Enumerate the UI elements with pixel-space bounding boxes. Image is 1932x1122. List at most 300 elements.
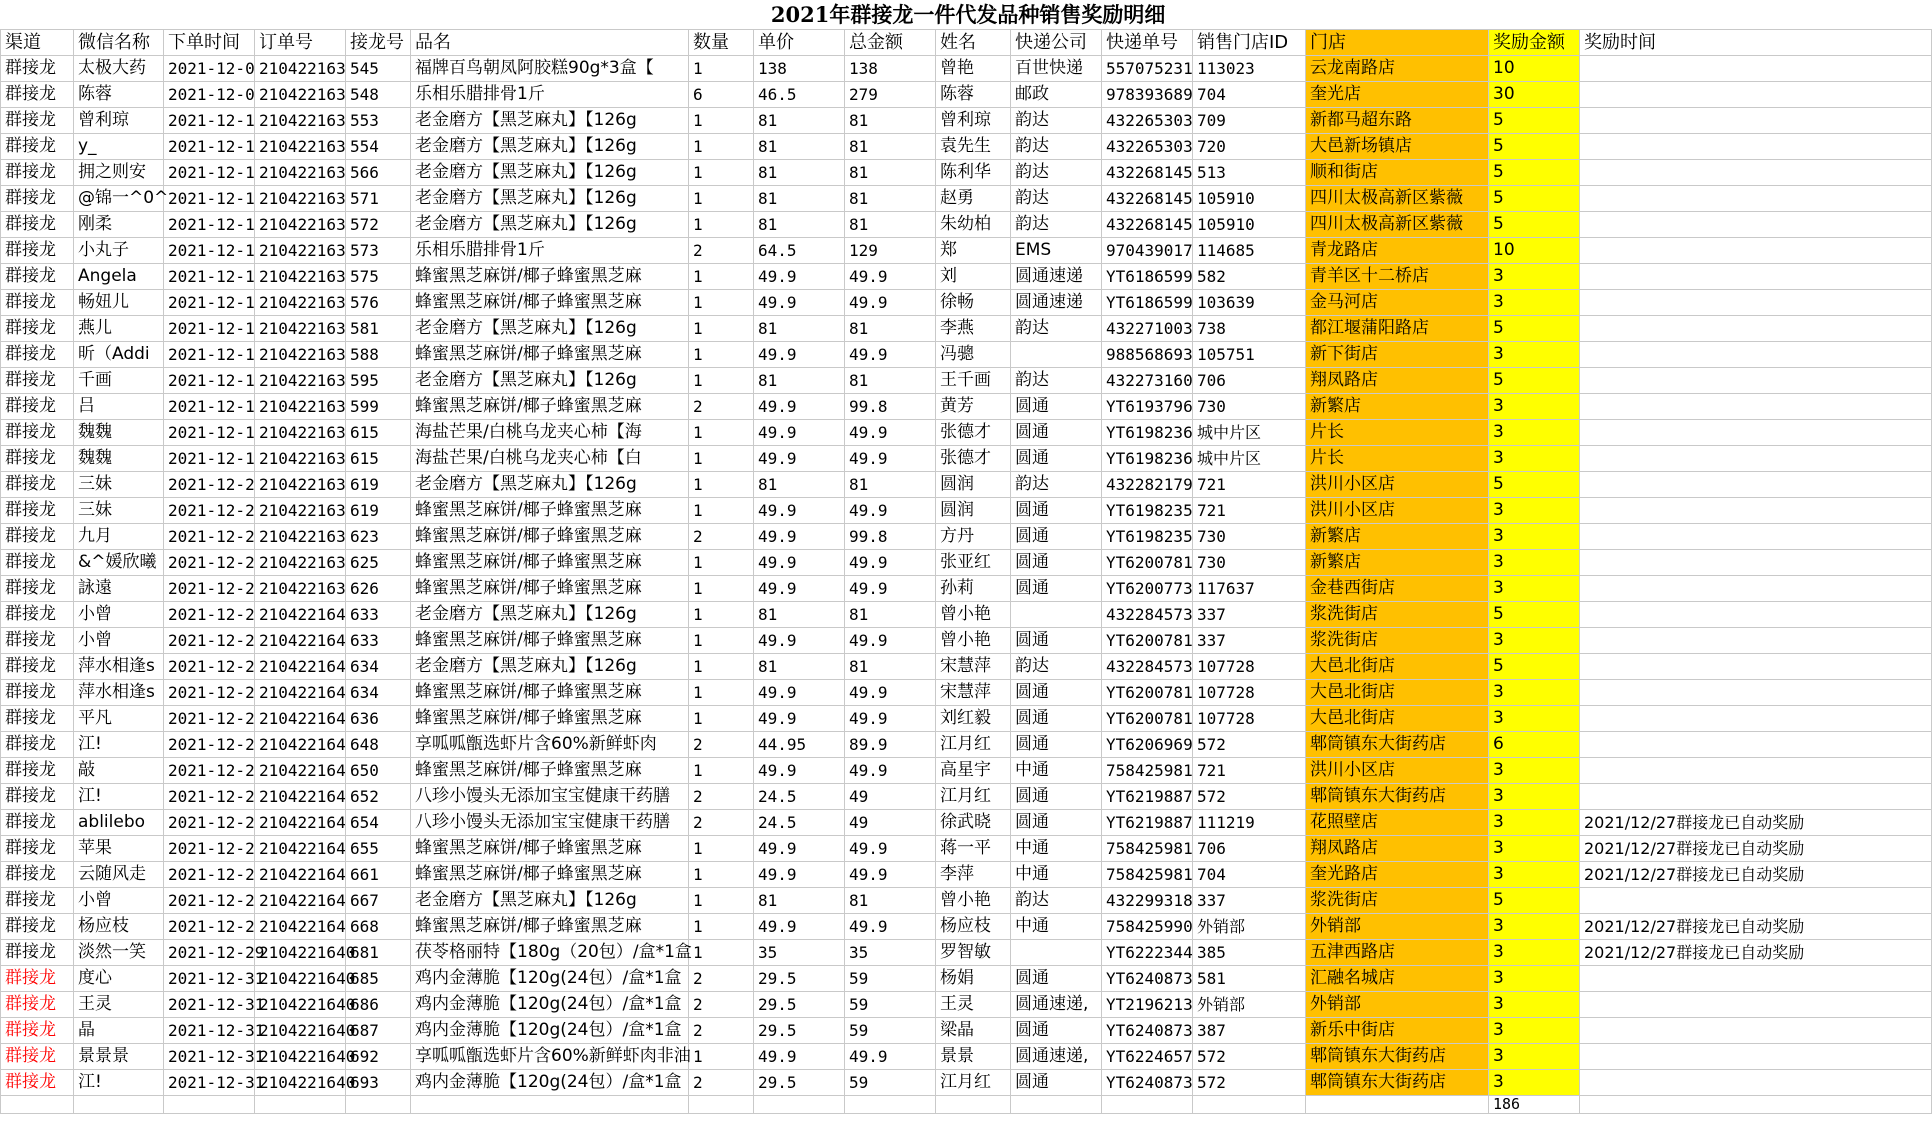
- cell-wechat[interactable]: 小丸子: [74, 238, 164, 264]
- cell-name[interactable]: 江月红: [936, 1070, 1011, 1096]
- cell-reward[interactable]: 5: [1489, 160, 1580, 186]
- cell-time[interactable]: 2021-12-31: [164, 1044, 255, 1070]
- cell-express[interactable]: 韵达: [1011, 368, 1102, 394]
- cell-reward-time[interactable]: [1580, 160, 1932, 186]
- cell-product[interactable]: 蜂蜜黑芝麻饼/椰子蜂蜜黑芝麻: [411, 498, 689, 524]
- cell-express[interactable]: 韵达: [1011, 186, 1102, 212]
- cell-price[interactable]: 49.9: [754, 420, 845, 446]
- cell-qty[interactable]: 1: [689, 862, 754, 888]
- cell-store[interactable]: 浆洗街店: [1306, 602, 1489, 628]
- cell-price[interactable]: 49.9: [754, 836, 845, 862]
- cell-price[interactable]: 49.9: [754, 498, 845, 524]
- cell-product[interactable]: 海盐芒果/白桃乌龙夹心柿【白: [411, 446, 689, 472]
- cell-wechat[interactable]: ablilebo: [74, 810, 164, 836]
- cell-tracking[interactable]: YT6200781: [1102, 628, 1193, 654]
- cell-price[interactable]: 81: [754, 472, 845, 498]
- cell-seq[interactable]: 661: [346, 862, 411, 888]
- cell-qty[interactable]: 2: [689, 1018, 754, 1044]
- cell-store[interactable]: 四川太极高新区紫薇: [1306, 186, 1489, 212]
- cell-reward[interactable]: 5: [1489, 316, 1580, 342]
- empty-cell[interactable]: [845, 1096, 936, 1114]
- cell-time[interactable]: 2021-12-1: [164, 394, 255, 420]
- cell-name[interactable]: 徐武晓: [936, 810, 1011, 836]
- cell-express[interactable]: 圆通速递: [1011, 290, 1102, 316]
- cell-qty[interactable]: 1: [689, 602, 754, 628]
- cell-reward-time[interactable]: 2021/12/27群接龙已自动奖励: [1580, 862, 1932, 888]
- cell-order[interactable]: 210422163: [255, 446, 346, 472]
- cell-express[interactable]: 韵达: [1011, 134, 1102, 160]
- cell-channel[interactable]: 群接龙: [1, 134, 74, 160]
- cell-price[interactable]: 81: [754, 888, 845, 914]
- cell-name[interactable]: 曾小艳: [936, 888, 1011, 914]
- cell-store-id[interactable]: 385: [1193, 940, 1306, 966]
- cell-reward-time[interactable]: [1580, 680, 1932, 706]
- cell-express[interactable]: 圆通速递,: [1011, 1044, 1102, 1070]
- cell-seq[interactable]: 572: [346, 212, 411, 238]
- cell-store[interactable]: 奎光店: [1306, 82, 1489, 108]
- cell-name[interactable]: 黄芳: [936, 394, 1011, 420]
- cell-order[interactable]: 210422164: [255, 836, 346, 862]
- cell-seq[interactable]: 575: [346, 264, 411, 290]
- cell-order[interactable]: 210422163: [255, 524, 346, 550]
- cell-product[interactable]: 老金磨方【黑芝麻丸】【126g: [411, 186, 689, 212]
- cell-order[interactable]: 210422163: [255, 316, 346, 342]
- cell-time[interactable]: 2021-12-31: [164, 1018, 255, 1044]
- cell-reward[interactable]: 3: [1489, 420, 1580, 446]
- cell-express[interactable]: EMS: [1011, 238, 1102, 264]
- cell-product[interactable]: 鸡内金薄脆【120g(24包）/盒*1盒: [411, 1070, 689, 1096]
- cell-channel[interactable]: 群接龙: [1, 290, 74, 316]
- cell-order[interactable]: 210422163: [255, 82, 346, 108]
- cell-total[interactable]: 59: [845, 992, 936, 1018]
- cell-tracking[interactable]: 432265303: [1102, 134, 1193, 160]
- cell-store[interactable]: 新下街店: [1306, 342, 1489, 368]
- cell-total[interactable]: 49: [845, 810, 936, 836]
- cell-tracking[interactable]: YT6240873: [1102, 1070, 1193, 1096]
- cell-express[interactable]: 圆通: [1011, 732, 1102, 758]
- cell-total[interactable]: 49.9: [845, 680, 936, 706]
- cell-order[interactable]: 210422164: [255, 758, 346, 784]
- cell-store[interactable]: 洪川小区店: [1306, 498, 1489, 524]
- cell-price[interactable]: 81: [754, 368, 845, 394]
- cell-store[interactable]: 五津西路店: [1306, 940, 1489, 966]
- cell-tracking[interactable]: YT6240873: [1102, 966, 1193, 992]
- cell-name[interactable]: 刘红毅: [936, 706, 1011, 732]
- cell-price[interactable]: 81: [754, 316, 845, 342]
- cell-order[interactable]: 210422163: [255, 576, 346, 602]
- cell-name[interactable]: 曾利琼: [936, 108, 1011, 134]
- cell-reward[interactable]: 10: [1489, 56, 1580, 82]
- cell-price[interactable]: 35: [754, 940, 845, 966]
- cell-price[interactable]: 49.9: [754, 290, 845, 316]
- cell-express[interactable]: 圆通: [1011, 784, 1102, 810]
- cell-store-id[interactable]: 572: [1193, 784, 1306, 810]
- cell-tracking[interactable]: YT6198235: [1102, 524, 1193, 550]
- cell-channel[interactable]: 群接龙: [1, 732, 74, 758]
- cell-product[interactable]: 蜂蜜黑芝麻饼/椰子蜂蜜黑芝麻: [411, 550, 689, 576]
- cell-reward-time[interactable]: [1580, 186, 1932, 212]
- cell-total[interactable]: 99.8: [845, 394, 936, 420]
- cell-qty[interactable]: 2: [689, 992, 754, 1018]
- cell-store-id[interactable]: 387: [1193, 1018, 1306, 1044]
- cell-seq[interactable]: 686: [346, 992, 411, 1018]
- cell-store-id[interactable]: 114685: [1193, 238, 1306, 264]
- header-reward[interactable]: 奖励金额: [1489, 30, 1580, 56]
- cell-seq[interactable]: 667: [346, 888, 411, 914]
- cell-time[interactable]: 2021-12-1: [164, 238, 255, 264]
- cell-product[interactable]: 享呱呱甑选虾片含60%新鲜虾肉非油: [411, 1044, 689, 1070]
- cell-order[interactable]: 210422164: [255, 706, 346, 732]
- cell-product[interactable]: 老金磨方【黑芝麻丸】【126g: [411, 654, 689, 680]
- cell-store[interactable]: 片长: [1306, 446, 1489, 472]
- cell-total[interactable]: 81: [845, 108, 936, 134]
- cell-store-id[interactable]: 730: [1193, 394, 1306, 420]
- header-channel[interactable]: 渠道: [1, 30, 74, 56]
- cell-qty[interactable]: 1: [689, 888, 754, 914]
- cell-wechat[interactable]: 小曾: [74, 602, 164, 628]
- cell-reward-time[interactable]: [1580, 706, 1932, 732]
- cell-express[interactable]: 圆通: [1011, 966, 1102, 992]
- cell-qty[interactable]: 2: [689, 784, 754, 810]
- cell-qty[interactable]: 1: [689, 680, 754, 706]
- cell-total[interactable]: 81: [845, 602, 936, 628]
- cell-express[interactable]: 圆通: [1011, 706, 1102, 732]
- cell-qty[interactable]: 1: [689, 576, 754, 602]
- cell-price[interactable]: 24.5: [754, 784, 845, 810]
- cell-price[interactable]: 64.5: [754, 238, 845, 264]
- cell-total[interactable]: 49.9: [845, 836, 936, 862]
- cell-reward[interactable]: 3: [1489, 784, 1580, 810]
- cell-name[interactable]: 宋慧萍: [936, 680, 1011, 706]
- cell-express[interactable]: 邮政: [1011, 82, 1102, 108]
- cell-total[interactable]: 81: [845, 160, 936, 186]
- cell-wechat[interactable]: 景景景: [74, 1044, 164, 1070]
- cell-channel[interactable]: 群接龙: [1, 316, 74, 342]
- header-total[interactable]: 总金额: [845, 30, 936, 56]
- cell-store[interactable]: 翔凤路店: [1306, 836, 1489, 862]
- cell-reward-time[interactable]: [1580, 342, 1932, 368]
- cell-price[interactable]: 49.9: [754, 264, 845, 290]
- cell-time[interactable]: 2021-12-2: [164, 498, 255, 524]
- cell-order[interactable]: 210422163: [255, 56, 346, 82]
- cell-reward-time[interactable]: 2021/12/27群接龙已自动奖励: [1580, 836, 1932, 862]
- cell-store-id[interactable]: 337: [1193, 888, 1306, 914]
- cell-product[interactable]: 蜂蜜黑芝麻饼/椰子蜂蜜黑芝麻: [411, 342, 689, 368]
- cell-order[interactable]: 210422163: [255, 290, 346, 316]
- cell-store[interactable]: 大邑北街店: [1306, 706, 1489, 732]
- cell-store-id[interactable]: 城中片区: [1193, 446, 1306, 472]
- cell-channel[interactable]: 群接龙: [1, 1044, 74, 1070]
- cell-total[interactable]: 49.9: [845, 1044, 936, 1070]
- cell-tracking[interactable]: YT6186599: [1102, 264, 1193, 290]
- cell-tracking[interactable]: 432282179: [1102, 472, 1193, 498]
- cell-reward[interactable]: 6: [1489, 732, 1580, 758]
- cell-reward[interactable]: 5: [1489, 472, 1580, 498]
- cell-total[interactable]: 59: [845, 1070, 936, 1096]
- cell-reward-time[interactable]: 2021/12/27群接龙已自动奖励: [1580, 914, 1932, 940]
- cell-express[interactable]: [1011, 940, 1102, 966]
- cell-channel[interactable]: 群接龙: [1, 992, 74, 1018]
- cell-order[interactable]: 2104221640: [255, 1044, 346, 1070]
- cell-order[interactable]: 210422164: [255, 654, 346, 680]
- cell-store[interactable]: 四川太极高新区紫薇: [1306, 212, 1489, 238]
- cell-reward[interactable]: 3: [1489, 680, 1580, 706]
- cell-price[interactable]: 81: [754, 160, 845, 186]
- cell-seq[interactable]: 545: [346, 56, 411, 82]
- cell-wechat[interactable]: 杨应枝: [74, 914, 164, 940]
- cell-wechat[interactable]: 太极大药: [74, 56, 164, 82]
- cell-name[interactable]: 张德才: [936, 420, 1011, 446]
- empty-cell[interactable]: [1193, 1096, 1306, 1114]
- cell-seq[interactable]: 573: [346, 238, 411, 264]
- cell-order[interactable]: 210422164: [255, 862, 346, 888]
- cell-seq[interactable]: 634: [346, 680, 411, 706]
- cell-price[interactable]: 81: [754, 654, 845, 680]
- cell-qty[interactable]: 2: [689, 394, 754, 420]
- cell-tracking[interactable]: YT6198236: [1102, 446, 1193, 472]
- cell-total[interactable]: 49.9: [845, 446, 936, 472]
- cell-channel[interactable]: 群接龙: [1, 628, 74, 654]
- cell-order[interactable]: 210422164: [255, 810, 346, 836]
- cell-time[interactable]: 2021-12-31: [164, 966, 255, 992]
- cell-express[interactable]: [1011, 602, 1102, 628]
- cell-reward-time[interactable]: [1580, 784, 1932, 810]
- cell-product[interactable]: 蜂蜜黑芝麻饼/椰子蜂蜜黑芝麻: [411, 576, 689, 602]
- cell-wechat[interactable]: 昕（Addi: [74, 342, 164, 368]
- cell-wechat[interactable]: 燕儿: [74, 316, 164, 342]
- cell-store-id[interactable]: 105910: [1193, 186, 1306, 212]
- cell-product[interactable]: 蜂蜜黑芝麻饼/椰子蜂蜜黑芝麻: [411, 862, 689, 888]
- cell-store-id[interactable]: 城中片区: [1193, 420, 1306, 446]
- cell-reward-time[interactable]: [1580, 550, 1932, 576]
- cell-product[interactable]: 茯苓格丽特【180g（20包）/盒*1盒: [411, 940, 689, 966]
- empty-cell[interactable]: [164, 1096, 255, 1114]
- cell-time[interactable]: 2021-12-2: [164, 706, 255, 732]
- cell-express[interactable]: 圆通: [1011, 680, 1102, 706]
- cell-wechat[interactable]: 千画: [74, 368, 164, 394]
- cell-name[interactable]: 李萍: [936, 862, 1011, 888]
- cell-store-id[interactable]: 581: [1193, 966, 1306, 992]
- cell-store[interactable]: 新繁店: [1306, 524, 1489, 550]
- cell-reward-time[interactable]: [1580, 238, 1932, 264]
- header-tracking[interactable]: 快递单号: [1102, 30, 1193, 56]
- cell-store[interactable]: 片长: [1306, 420, 1489, 446]
- cell-reward[interactable]: 5: [1489, 654, 1580, 680]
- cell-order[interactable]: 210422163: [255, 394, 346, 420]
- cell-express[interactable]: 韵达: [1011, 212, 1102, 238]
- cell-reward[interactable]: 3: [1489, 706, 1580, 732]
- cell-reward-time[interactable]: [1580, 654, 1932, 680]
- cell-channel[interactable]: 群接龙: [1, 472, 74, 498]
- cell-express[interactable]: 韵达: [1011, 654, 1102, 680]
- cell-time[interactable]: 2021-12-2: [164, 836, 255, 862]
- cell-reward-time[interactable]: [1580, 212, 1932, 238]
- empty-cell[interactable]: [346, 1096, 411, 1114]
- cell-express[interactable]: 圆通速递,: [1011, 992, 1102, 1018]
- cell-reward-time[interactable]: [1580, 1018, 1932, 1044]
- cell-qty[interactable]: 1: [689, 654, 754, 680]
- cell-qty[interactable]: 1: [689, 446, 754, 472]
- cell-wechat[interactable]: 江!: [74, 1070, 164, 1096]
- cell-price[interactable]: 49.9: [754, 628, 845, 654]
- cell-reward-time[interactable]: 2021/12/27群接龙已自动奖励: [1580, 940, 1932, 966]
- cell-qty[interactable]: 2: [689, 238, 754, 264]
- cell-tracking[interactable]: YT6200781: [1102, 706, 1193, 732]
- cell-store[interactable]: 云龙南路店: [1306, 56, 1489, 82]
- cell-channel[interactable]: 群接龙: [1, 602, 74, 628]
- cell-total[interactable]: 59: [845, 1018, 936, 1044]
- cell-channel[interactable]: 群接龙: [1, 212, 74, 238]
- cell-wechat[interactable]: 三妹: [74, 472, 164, 498]
- cell-reward[interactable]: 5: [1489, 888, 1580, 914]
- cell-reward-time[interactable]: [1580, 82, 1932, 108]
- cell-price[interactable]: 29.5: [754, 992, 845, 1018]
- cell-tracking[interactable]: 432284573: [1102, 602, 1193, 628]
- cell-qty[interactable]: 1: [689, 134, 754, 160]
- cell-seq[interactable]: 548: [346, 82, 411, 108]
- cell-channel[interactable]: 群接龙: [1, 368, 74, 394]
- cell-price[interactable]: 81: [754, 108, 845, 134]
- cell-store-id[interactable]: 337: [1193, 628, 1306, 654]
- cell-store[interactable]: 翔凤路店: [1306, 368, 1489, 394]
- cell-seq[interactable]: 633: [346, 628, 411, 654]
- cell-name[interactable]: 圆润: [936, 498, 1011, 524]
- cell-store-id[interactable]: 572: [1193, 1044, 1306, 1070]
- cell-store-id[interactable]: 111219: [1193, 810, 1306, 836]
- cell-wechat[interactable]: 萍水相逢s: [74, 654, 164, 680]
- cell-seq[interactable]: 615: [346, 446, 411, 472]
- cell-time[interactable]: 2021-12-0: [164, 56, 255, 82]
- cell-reward[interactable]: 3: [1489, 446, 1580, 472]
- cell-tracking[interactable]: YT6198236: [1102, 420, 1193, 446]
- cell-seq[interactable]: 623: [346, 524, 411, 550]
- cell-store-id[interactable]: 113023: [1193, 56, 1306, 82]
- cell-order[interactable]: 2104221640: [255, 1018, 346, 1044]
- cell-time[interactable]: 2021-12-2: [164, 550, 255, 576]
- cell-price[interactable]: 81: [754, 134, 845, 160]
- cell-express[interactable]: 圆通: [1011, 498, 1102, 524]
- cell-product[interactable]: 八珍小馒头无添加宝宝健康干药膳: [411, 810, 689, 836]
- cell-tracking[interactable]: YT2196213: [1102, 992, 1193, 1018]
- cell-qty[interactable]: 1: [689, 290, 754, 316]
- cell-channel[interactable]: 群接龙: [1, 498, 74, 524]
- cell-store-id[interactable]: 513: [1193, 160, 1306, 186]
- cell-wechat[interactable]: 魏魏: [74, 420, 164, 446]
- header-store-id[interactable]: 销售门店ID: [1193, 30, 1306, 56]
- cell-time[interactable]: 2021-12-1: [164, 186, 255, 212]
- cell-seq[interactable]: 626: [346, 576, 411, 602]
- cell-order[interactable]: 210422164: [255, 628, 346, 654]
- cell-product[interactable]: 老金磨方【黑芝麻丸】【126g: [411, 368, 689, 394]
- cell-product[interactable]: 蜂蜜黑芝麻饼/椰子蜂蜜黑芝麻: [411, 394, 689, 420]
- cell-channel[interactable]: 群接龙: [1, 836, 74, 862]
- cell-wechat[interactable]: 萍水相逢s: [74, 680, 164, 706]
- cell-order[interactable]: 2104221640: [255, 940, 346, 966]
- cell-total[interactable]: 49.9: [845, 264, 936, 290]
- cell-name[interactable]: 袁先生: [936, 134, 1011, 160]
- cell-store-id[interactable]: 721: [1193, 758, 1306, 784]
- cell-seq[interactable]: 648: [346, 732, 411, 758]
- cell-reward[interactable]: 3: [1489, 524, 1580, 550]
- cell-reward[interactable]: 3: [1489, 1018, 1580, 1044]
- cell-tracking[interactable]: 557075231: [1102, 56, 1193, 82]
- cell-price[interactable]: 81: [754, 212, 845, 238]
- cell-total[interactable]: 49.9: [845, 758, 936, 784]
- cell-tracking[interactable]: YT6222344: [1102, 940, 1193, 966]
- cell-store[interactable]: 青羊区十二桥店: [1306, 264, 1489, 290]
- cell-express[interactable]: 圆通: [1011, 1070, 1102, 1096]
- cell-order[interactable]: 210422163: [255, 550, 346, 576]
- cell-name[interactable]: 张德才: [936, 446, 1011, 472]
- cell-order[interactable]: 210422163: [255, 342, 346, 368]
- cell-express[interactable]: 圆通: [1011, 550, 1102, 576]
- cell-order[interactable]: 210422164: [255, 602, 346, 628]
- cell-store-id[interactable]: 721: [1193, 472, 1306, 498]
- cell-express[interactable]: 圆通: [1011, 446, 1102, 472]
- cell-store-id[interactable]: 105910: [1193, 212, 1306, 238]
- cell-reward[interactable]: 3: [1489, 1044, 1580, 1070]
- cell-store[interactable]: 外销部: [1306, 914, 1489, 940]
- cell-time[interactable]: 2021-12-1: [164, 446, 255, 472]
- cell-time[interactable]: 2021-12-31: [164, 992, 255, 1018]
- cell-store-id[interactable]: 外销部: [1193, 914, 1306, 940]
- cell-time[interactable]: 2021-12-1: [164, 420, 255, 446]
- cell-price[interactable]: 49.9: [754, 394, 845, 420]
- cell-total[interactable]: 49.9: [845, 550, 936, 576]
- cell-name[interactable]: 曾小艳: [936, 628, 1011, 654]
- cell-total[interactable]: 81: [845, 186, 936, 212]
- cell-tracking[interactable]: YT6219887: [1102, 784, 1193, 810]
- cell-total[interactable]: 35: [845, 940, 936, 966]
- cell-tracking[interactable]: 432268145: [1102, 186, 1193, 212]
- cell-seq[interactable]: 553: [346, 108, 411, 134]
- cell-tracking[interactable]: 432268145: [1102, 212, 1193, 238]
- cell-wechat[interactable]: @锦一^0^: [74, 186, 164, 212]
- cell-seq[interactable]: 681: [346, 940, 411, 966]
- cell-time[interactable]: 2021-12-2: [164, 888, 255, 914]
- cell-express[interactable]: 圆通速递: [1011, 264, 1102, 290]
- cell-store-id[interactable]: 107728: [1193, 654, 1306, 680]
- cell-tracking[interactable]: YT6186599: [1102, 290, 1193, 316]
- cell-channel[interactable]: 群接龙: [1, 1018, 74, 1044]
- cell-wechat[interactable]: 詠遠: [74, 576, 164, 602]
- cell-reward-time[interactable]: [1580, 264, 1932, 290]
- cell-express[interactable]: 中通: [1011, 862, 1102, 888]
- cell-wechat[interactable]: &^媛欣曦: [74, 550, 164, 576]
- cell-reward-time[interactable]: [1580, 56, 1932, 82]
- cell-store[interactable]: 大邑北街店: [1306, 680, 1489, 706]
- cell-price[interactable]: 49.9: [754, 550, 845, 576]
- cell-seq[interactable]: 615: [346, 420, 411, 446]
- cell-express[interactable]: 韵达: [1011, 472, 1102, 498]
- cell-product[interactable]: 蜂蜜黑芝麻饼/椰子蜂蜜黑芝麻: [411, 914, 689, 940]
- cell-name[interactable]: 曾小艳: [936, 602, 1011, 628]
- cell-qty[interactable]: 1: [689, 212, 754, 238]
- cell-wechat[interactable]: 陈蓉: [74, 82, 164, 108]
- cell-total[interactable]: 49.9: [845, 290, 936, 316]
- cell-reward[interactable]: 10: [1489, 238, 1580, 264]
- cell-seq[interactable]: 576: [346, 290, 411, 316]
- cell-reward[interactable]: 3: [1489, 264, 1580, 290]
- cell-wechat[interactable]: 敲: [74, 758, 164, 784]
- cell-order[interactable]: 210422164: [255, 680, 346, 706]
- cell-tracking[interactable]: YT6219887: [1102, 810, 1193, 836]
- cell-wechat[interactable]: 九月: [74, 524, 164, 550]
- cell-channel[interactable]: 群接龙: [1, 810, 74, 836]
- cell-tracking[interactable]: 758425981: [1102, 836, 1193, 862]
- header-express[interactable]: 快递公司: [1011, 30, 1102, 56]
- empty-cell[interactable]: [255, 1096, 346, 1114]
